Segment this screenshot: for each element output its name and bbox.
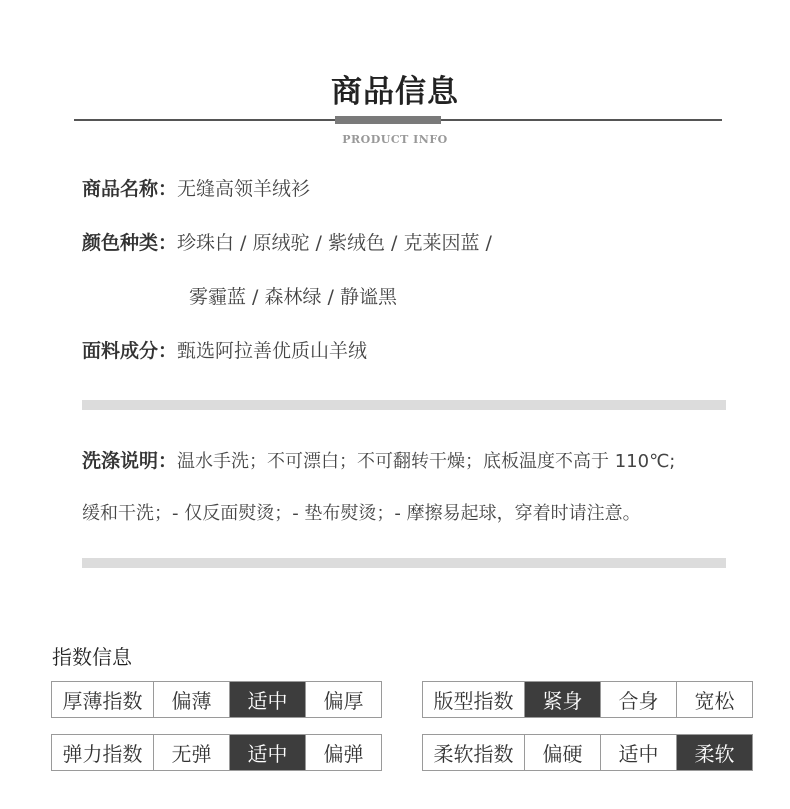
page-title: 商品信息: [331, 74, 459, 110]
product-fabric-row: [82, 336, 367, 363]
thickness-option-thin: 偏薄: [153, 682, 229, 717]
title-accent-bar: [335, 116, 441, 124]
softness-option-medium: 适中: [600, 735, 676, 770]
thickness-index-table: [51, 681, 382, 718]
fit-option-regular: 合身: [600, 682, 676, 717]
product-name-value: 无缝高领羊绒衫: [177, 178, 311, 200]
washing-instructions-line-1: [82, 446, 675, 473]
thickness-option-medium: 适中: [229, 682, 305, 717]
page-subtitle: PRODUCT INFO: [342, 133, 448, 146]
thickness-option-thick: 偏厚: [305, 682, 381, 717]
softness-option-firm: 偏硬: [524, 735, 600, 770]
section-separator: [82, 558, 726, 568]
softness-index-table: [422, 734, 753, 771]
elasticity-option-medium: 适中: [229, 735, 305, 770]
softness-index-label: 柔软指数: [423, 735, 524, 770]
product-name-row: [82, 174, 310, 201]
elasticity-index-table: [51, 734, 382, 771]
elasticity-option-none: 无弹: [153, 735, 229, 770]
fit-index-table: [422, 681, 753, 718]
fit-option-slim: 紧身: [524, 682, 600, 717]
fit-index-label: 版型指数: [423, 682, 524, 717]
washing-instructions-line-2: 缓和干洗；- 仅反面熨烫；- 垫布熨烫；- 摩擦易起球，穿着时请注意。: [82, 503, 641, 524]
product-color-row: [82, 228, 492, 255]
thickness-index-label: 厚薄指数: [52, 682, 153, 717]
elasticity-option-stretchy: 偏弹: [305, 735, 381, 770]
product-name-label: 商品名称：: [82, 178, 178, 200]
softness-option-soft: 柔软: [676, 735, 752, 770]
index-section-title: 指数信息: [52, 645, 132, 669]
product-color-value-continued: 雾霾蓝 / 森林绿 / 静谧黑: [189, 286, 397, 308]
washing-text-1: 温水手洗；不可漂白；不可翻转干燥；底板温度不高于 110℃;: [177, 451, 676, 472]
section-separator: [82, 400, 726, 410]
product-fabric-label: 面料成分：: [82, 340, 178, 362]
product-fabric-value: 甄选阿拉善优质山羊绒: [177, 340, 368, 362]
product-color-label: 颜色种类：: [82, 232, 178, 254]
washing-label: 洗涤说明：: [82, 450, 178, 472]
elasticity-index-label: 弹力指数: [52, 735, 153, 770]
fit-option-loose: 宽松: [676, 682, 752, 717]
product-color-value: 珍珠白 / 原绒驼 / 紫绒色 / 克莱因蓝 /: [177, 232, 492, 254]
